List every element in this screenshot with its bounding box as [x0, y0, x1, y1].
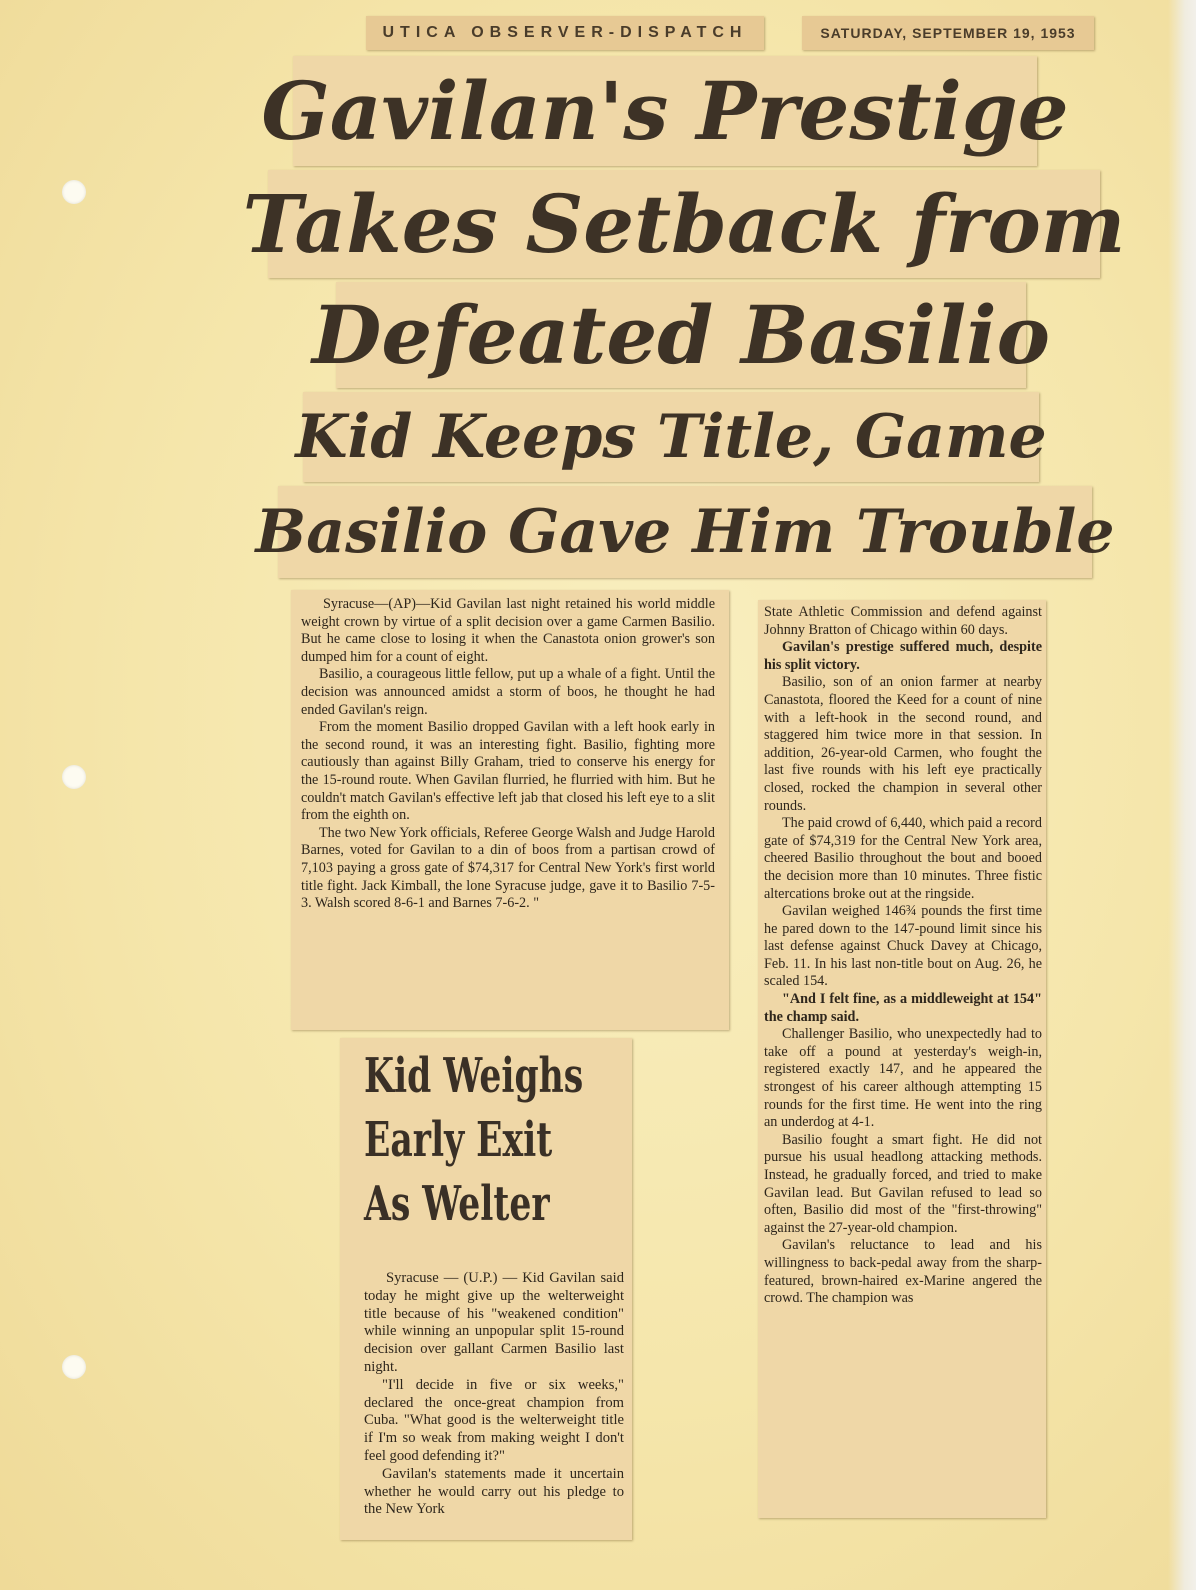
page-edge — [1168, 0, 1196, 1590]
headline-line-1: Gavilan's Prestige — [293, 56, 1037, 166]
right-story-paragraph: Gavilan's reluctance to lead and his willingness to back-pedal away from the sharp-featured, brown-haired ex-Marine angered the crowd. The champion was — [764, 1237, 1042, 1307]
up-headline-line-2: Early Exit — [364, 1112, 553, 1168]
up-story-headline — [364, 1042, 624, 1254]
right-story-paragraph: Challenger Basilio, who unexpectedly had to take off a pound at yesterday's weigh-in, registered exactly 147, and he appeared the strongest of his career although attempting 15 rounds for the first time. He went into the ring an underdog at 4-1. — [764, 1026, 1042, 1131]
binder-hole-bottom — [62, 1355, 86, 1379]
ap-story-column — [291, 590, 729, 1030]
right-story-paragraph: Gavilan weighed 146¾ pounds the first time he pared down to the 147-pound limit since his last defense against Chuck Davey at Chicago, Feb. 11. In his last non-title bout on Aug. 26, he scaled 154. — [764, 903, 1042, 990]
up-story-paragraph: Gavilan's statements made it uncertain whether he would carry out his pledge to the New York — [364, 1465, 624, 1518]
right-story-paragraph: State Athletic Commission and defend against Johnny Bratton of Chicago within 60 days. — [764, 604, 1042, 638]
headline-line-3: Defeated Basilio — [336, 282, 1026, 388]
ap-story-paragraph: From the moment Basilio dropped Gavilan with a left hook early in the second round, it was an interesting fight. Basilio, fighting more cautiously than against Billy Graham, tried to conserve his energy for the 15-round route. When Gavilan flurried, he flurried with him. But he couldn't match Gavilan's effective left jab that closed his left eye to a slit from the eighth on. — [301, 719, 715, 824]
ap-story-paragraph: The two New York officials, Referee George Walsh and Judge Harold Barnes, voted for Gavilan to a din of boos from a partisan crowd of 7,103 paying a gross gate of $74,317 for Central New York's first world title fight. Jack Kimball, the lone Syracuse judge, gave it to Basilio 7-5-3. Walsh scored 8-6-1 and Barnes 7-6-2. " — [301, 824, 716, 912]
masthead-paper-name — [366, 16, 764, 50]
right-story-paragraph: "And I felt fine, as a middleweight at 154" the champ said. — [764, 991, 1042, 1025]
right-story-paragraph: Basilio fought a smart fight. He did not pursue his usual headlong attacking methods. Instead, he gradually forced, and tried to make Gavilan lead. But Gavilan refused to lead so often, Basilio did most of the "first-throwing" against the 27-year-old champion. — [764, 1131, 1042, 1236]
up-headline-line-1: Kid Weighs — [364, 1048, 584, 1104]
subheadline-line-2: Basilio Gave Him Trouble — [278, 486, 1092, 578]
binder-hole-middle — [62, 765, 86, 789]
binder-hole-top — [62, 180, 86, 204]
ap-story-paragraph: Basilio, a courageous little fellow, put up a whale of a fight. Until the decision was announced amidst a storm of boos, he thought he had ended Gavilan's reign. — [301, 666, 715, 718]
right-story-paragraph: Gavilan's prestige suffered much, despite his split victory. — [764, 639, 1042, 673]
issue-date: SATURDAY, SEPTEMBER 19, 1953 — [820, 25, 1076, 41]
paper-name: UTICA OBSERVER-DISPATCH — [382, 24, 748, 41]
subheadline-line-1: Kid Keeps Title, Game — [303, 392, 1039, 482]
masthead-date — [802, 16, 1094, 50]
ap-story-paragraph: Syracuse—(AP)—Kid Gavilan last night retained his world middle weight crown by virtue of a split decision over a game Carmen Basilio. But he came close to losing it when the Canastota onion grower's son dumped him for a count of eight. — [301, 596, 715, 665]
up-story-column — [340, 1038, 632, 1540]
headline-line-2: Takes Setback from — [268, 170, 1100, 278]
up-headline-line-3: As Welter — [364, 1176, 550, 1232]
right-story-column — [758, 600, 1046, 1518]
right-story-paragraph: The paid crowd of 6,440, which paid a record gate of $74,319 for the Central New York area, cheered Basilio throughout the bout and booed the decision more than 10 minutes. Three fistic altercations broke out at the ringside. — [764, 815, 1042, 902]
right-story-paragraph: Basilio, son of an onion farmer at nearby Canastota, floored the Keed for a count of nine with a left-hook in the second round, and staggered him twice more in that session. In addition, 26-year-old Carmen, who fought the last five rounds with his left eye practically closed, rocked the champion in several other rounds. — [764, 674, 1042, 814]
up-story-paragraph: "I'll decide in five or six weeks," declared the once-great champion from Cuba. "What good is the welterweight title if I'm so weak from making weight I don't feel good defending it?" — [364, 1376, 624, 1464]
up-story-paragraph: Syracuse — (U.P.) — Kid Gavilan said today he might give up the welterweight title because of his "weakened condition" while winning an unpopular split 15-round decision over gallant Carmen Basilio last night. — [364, 1270, 624, 1375]
